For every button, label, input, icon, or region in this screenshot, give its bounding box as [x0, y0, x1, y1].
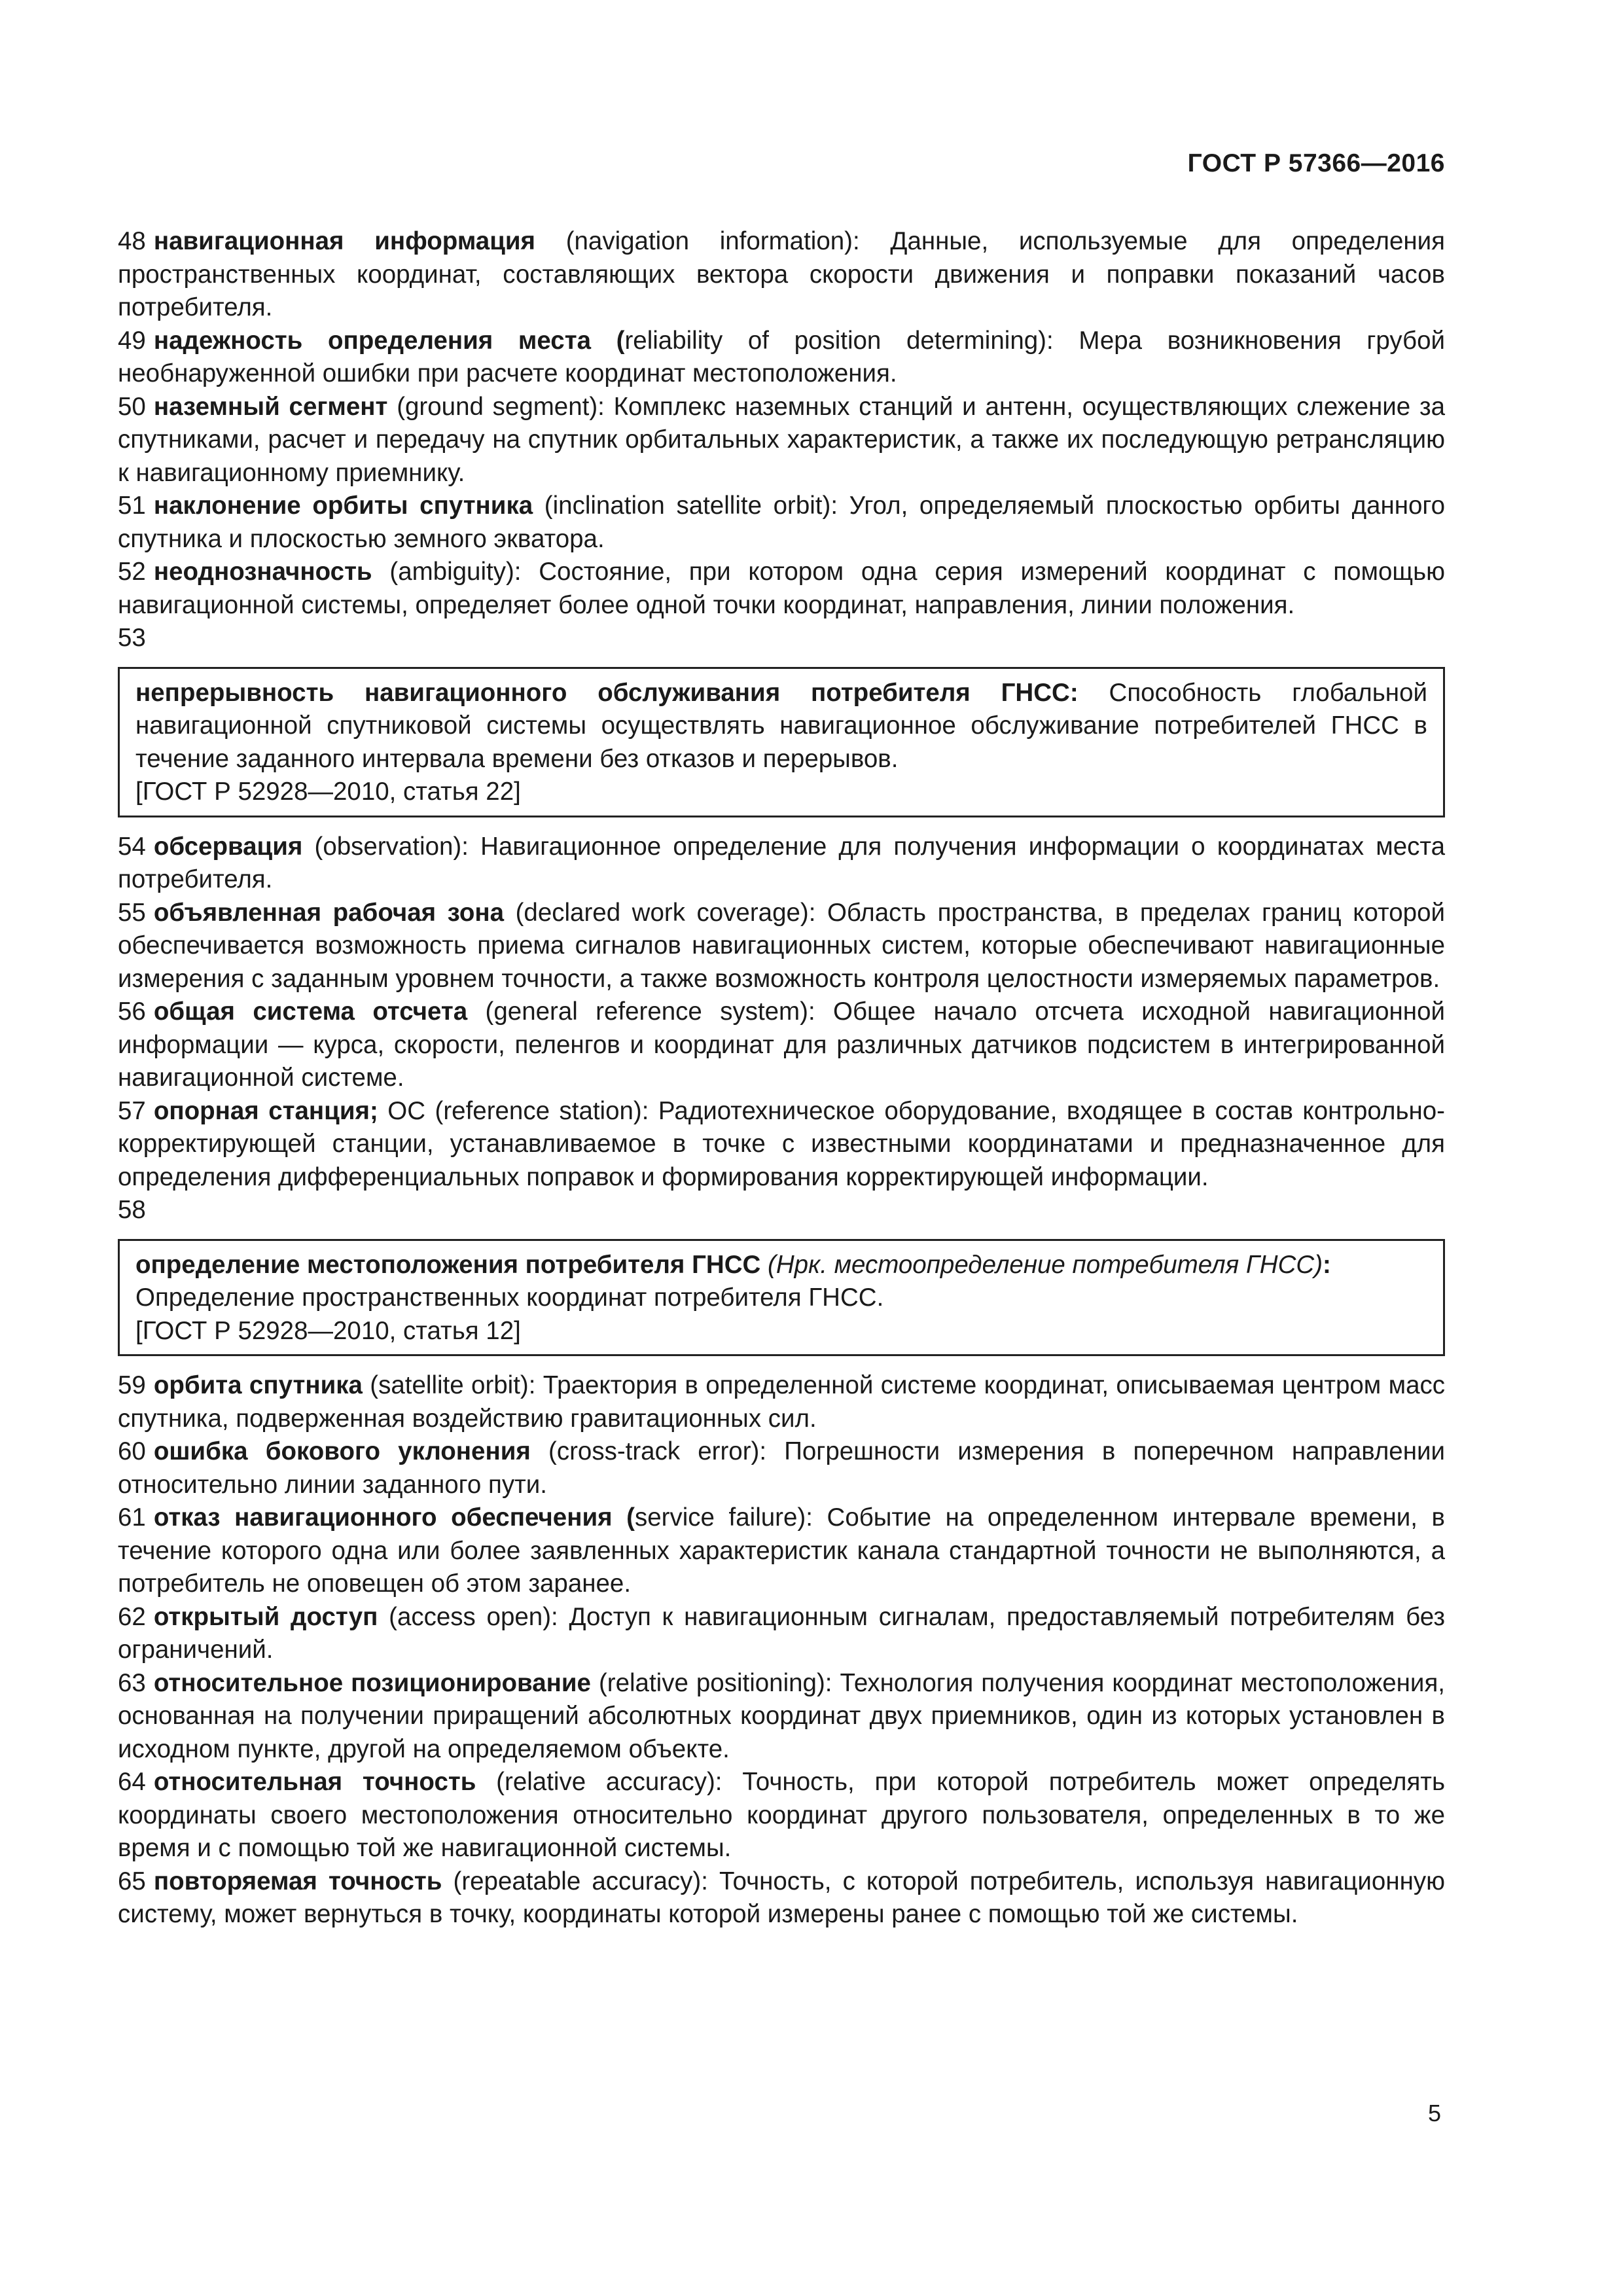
term-number: 52 — [118, 558, 146, 586]
term-name: наземный сегмент — [153, 392, 388, 421]
box-58-colon: : — [1323, 1250, 1331, 1279]
term-number: 65 — [118, 1867, 146, 1895]
box-58-reference: [ГОСТ Р 52928—2010, статья 12] — [135, 1316, 521, 1345]
term-entry-55 — [118, 897, 1445, 996]
quoted-definition-box-53 — [118, 667, 1445, 817]
term-name: отказ навигационного обеспечения ( — [153, 1503, 635, 1532]
term-number: 59 — [118, 1371, 146, 1399]
term-entry-64 — [118, 1766, 1445, 1865]
term-number: 54 — [118, 832, 146, 861]
page-number: 5 — [1427, 2100, 1441, 2126]
term-name: повторяемая точность — [153, 1867, 442, 1895]
term-number: 49 — [118, 326, 146, 355]
term-name: открытый доступ — [153, 1602, 378, 1631]
term-number: 64 — [118, 1768, 146, 1796]
term-entry-54 — [118, 831, 1445, 897]
term-entry-51 — [118, 490, 1445, 556]
term-entry-60 — [118, 1435, 1445, 1501]
term-definition: (satellite orbit): Траектория в определенной системе координат, описываемая центром масс спутника, подверженная воздействию гравитационных сил. — [118, 1371, 1446, 1433]
term-name: относительная точность — [153, 1768, 476, 1796]
term-entry-57 — [118, 1095, 1445, 1194]
term-list-59-65 — [118, 1369, 1445, 1931]
term-name: обсервация — [153, 832, 303, 861]
term-name: опорная станция; — [153, 1096, 378, 1125]
term-entry-49 — [118, 325, 1445, 391]
term-number: 62 — [118, 1602, 146, 1631]
term-definition: (relative positioning): Технология получения координат местоположения, основанная на получении приращений абсолютных координат двух приемников, один из которых установлен в исходном пункте, другой на определяемом объекте. — [118, 1668, 1445, 1763]
term-number-58: 58 — [118, 1196, 146, 1224]
term-definition: (repeatable accuracy): Точность, с которой потребитель, используя навигационную систему, может вернуться в точку, координаты которой измерены ранее с помощью той же системы. — [118, 1867, 1445, 1928]
box-53-definition: Способность глобальной навигационной спутниковой системы осуществлять навигационное обслуживание потребителей ГНСС в течение заданного интервала времени без отказов и перерывов. — [135, 678, 1427, 773]
term-name: надежность определения места ( — [153, 326, 625, 355]
box-53-term: непрерывность навигационного обслуживания потребителя ГНСС: — [135, 678, 1079, 707]
term-number: 60 — [118, 1437, 146, 1465]
term-name: объявленная рабочая зона — [153, 898, 505, 927]
term-definition: reliability of position determining): Мера возникновения грубой необнаруженной ошибки при расчете координат местоположения. — [118, 326, 1446, 387]
document-header: ГОСТ Р 57366—2016 — [1187, 149, 1445, 177]
term-entry-52 — [118, 556, 1445, 622]
term-definition: ОС (reference station): Радиотехническое оборудование, входящее в состав контрольно-корректирующей станции, устанавливаемое в точке с известными координатами и предназначенное для определения дифференциальных поправок и формирования корректирующей информации. — [118, 1096, 1446, 1191]
term-entry-63 — [118, 1667, 1445, 1767]
term-entry-65 — [118, 1865, 1445, 1931]
term-definition: (ground segment): Комплекс наземных станций и антенн, осуществляющих слежение за спутниками, расчет и передачу на спутник орбитальных характеристик, а также их последующую ретрансляцию к навигационному приемнику. — [118, 392, 1446, 487]
term-name: орбита спутника — [153, 1371, 363, 1399]
term-number: 61 — [118, 1503, 146, 1532]
term-definition: (ambiguity): Состояние, при котором одна серия измерений координат с помощью навигационной системы, определяет более одной точки координат, направления, линии положения. — [118, 558, 1445, 619]
term-name: неоднозначность — [153, 558, 372, 586]
box-58-aside: (Нрк. местоопределение потребителя ГНСС) — [760, 1250, 1323, 1279]
term-entry-62 — [118, 1601, 1445, 1667]
box-53-reference: [ГОСТ Р 52928—2010, статья 22] — [135, 778, 521, 806]
term-entry-48 — [118, 225, 1445, 325]
term-entry-50 — [118, 391, 1445, 490]
term-definition: (access open): Доступ к навигационным сигналам, предоставляемый потребителям без ограничений. — [118, 1602, 1445, 1664]
box-58-heading — [135, 1249, 1427, 1282]
term-number: 51 — [118, 492, 146, 520]
term-name: навигационная информация — [153, 227, 536, 255]
term-list-54-57 — [118, 831, 1445, 1194]
term-list-48-52 — [118, 225, 1445, 622]
box-58-definition: Определение пространственных координат потребителя ГНСС. — [135, 1283, 884, 1312]
term-number: 57 — [118, 1096, 146, 1125]
term-name: относительное позиционирование — [153, 1668, 591, 1697]
term-name: ошибка бокового уклонения — [153, 1437, 531, 1465]
term-number: 63 — [118, 1668, 146, 1697]
term-definition: (inclination satellite orbit): Угол, определяемый плоскостью орбиты данного спутника и плоскостью земного экватора. — [118, 492, 1445, 553]
document-body — [118, 225, 1445, 1931]
term-number: 48 — [118, 227, 146, 255]
term-name: общая система отсчета — [153, 997, 468, 1026]
term-number: 55 — [118, 898, 146, 927]
term-entry-59 — [118, 1369, 1445, 1435]
term-name: наклонение орбиты спутника — [153, 492, 533, 520]
term-definition: (observation): Навигационное определение для получения информации о координатах места потребителя. — [118, 832, 1445, 893]
term-number-53: 53 — [118, 624, 146, 652]
term-definition: (relative accuracy): Точность, при которой потребитель может определять координаты своего местоположения относительно координат другого пользователя, определенных в то же время и с помощью той же навигационной системы. — [118, 1768, 1445, 1862]
term-definition: (declared work coverage): Область пространства, в пределах границ которой обеспечивается возможность приема сигналов навигационных систем, которые обеспечивают навигационные измерения с заданным уровнем точности, а также возможность контроля целостности измеряемых параметров. — [118, 898, 1446, 993]
term-definition: (cross-track error): Погрешности измерения в поперечном направлении относительно линии заданного пути. — [118, 1437, 1445, 1499]
quoted-definition-box-58 — [118, 1239, 1445, 1357]
term-definition: (general reference system): Общее начало отсчета исходной навигационной информации — курса, скорости, пеленгов и координат для различных датчиков подсистем в интегрированной навигационной системе. — [118, 997, 1445, 1092]
term-definition: (navigation information): Данные, используемые для определения пространственных координат, составляющих вектора скорости движения и поправки показаний часов потребителя. — [118, 227, 1445, 321]
term-number: 56 — [118, 997, 146, 1026]
box-58-term: определение местоположения потребителя ГНСС — [135, 1250, 761, 1279]
term-entry-56 — [118, 996, 1445, 1095]
box-53-text — [135, 677, 1427, 776]
term-entry-61 — [118, 1501, 1445, 1601]
term-number: 50 — [118, 392, 146, 421]
term-definition: service failure): Событие на определенном интервале времени, в течение которого одна или более заявленных характеристик канала стандартной точности не выполняются, а потребитель не оповещен об этом заранее. — [118, 1503, 1445, 1598]
